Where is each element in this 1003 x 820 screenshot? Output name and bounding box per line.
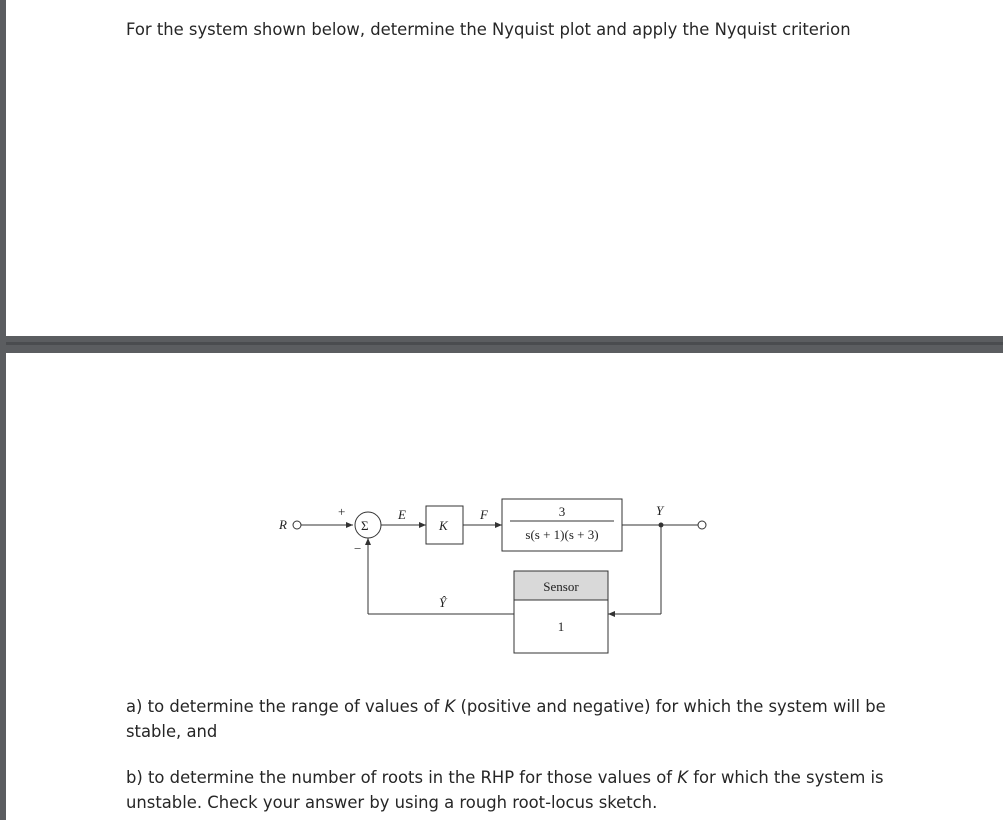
plant-denominator: s(s + 1)(s + 3) bbox=[525, 527, 599, 542]
part-a-text-2: (positive and negative) for which the system will be stable, and bbox=[126, 697, 886, 741]
part-b-text-2: for which the system is unstable. Check your answer by using a rough root-locus sketch. bbox=[126, 768, 884, 812]
f-label: F bbox=[480, 507, 488, 522]
page-separator bbox=[0, 336, 1003, 353]
input-terminal bbox=[293, 521, 301, 529]
page-top bbox=[6, 0, 1003, 336]
minus-sign: − bbox=[354, 541, 362, 556]
plant-numerator: 3 bbox=[558, 504, 566, 519]
output-label-y: Y bbox=[656, 503, 664, 518]
part-a-text-1: a) to determine the range of values of bbox=[126, 697, 445, 716]
sum-symbol: Σ bbox=[361, 518, 369, 533]
sensor-gain: 1 bbox=[557, 619, 565, 634]
input-label-r: R bbox=[279, 517, 287, 532]
output-terminal bbox=[698, 521, 706, 529]
error-label: E bbox=[398, 507, 406, 522]
yhat-label: Ŷ bbox=[439, 595, 447, 610]
part-a-text bbox=[126, 694, 886, 744]
part-b-var: K bbox=[677, 768, 689, 787]
plus-sign: + bbox=[338, 504, 346, 519]
intro-text: For the system shown below, determine the Nyquist plot and apply the Nyquist criterion bbox=[126, 20, 851, 39]
part-b-text bbox=[126, 765, 886, 815]
gain-label: K bbox=[439, 518, 448, 533]
part-b-text-1: b) to determine the number of roots in the RHP for those values of bbox=[126, 768, 678, 787]
part-a-var: K bbox=[444, 697, 456, 716]
separator-strip bbox=[6, 342, 1003, 345]
block-diagram bbox=[270, 495, 710, 660]
sensor-title: Sensor bbox=[543, 579, 579, 594]
